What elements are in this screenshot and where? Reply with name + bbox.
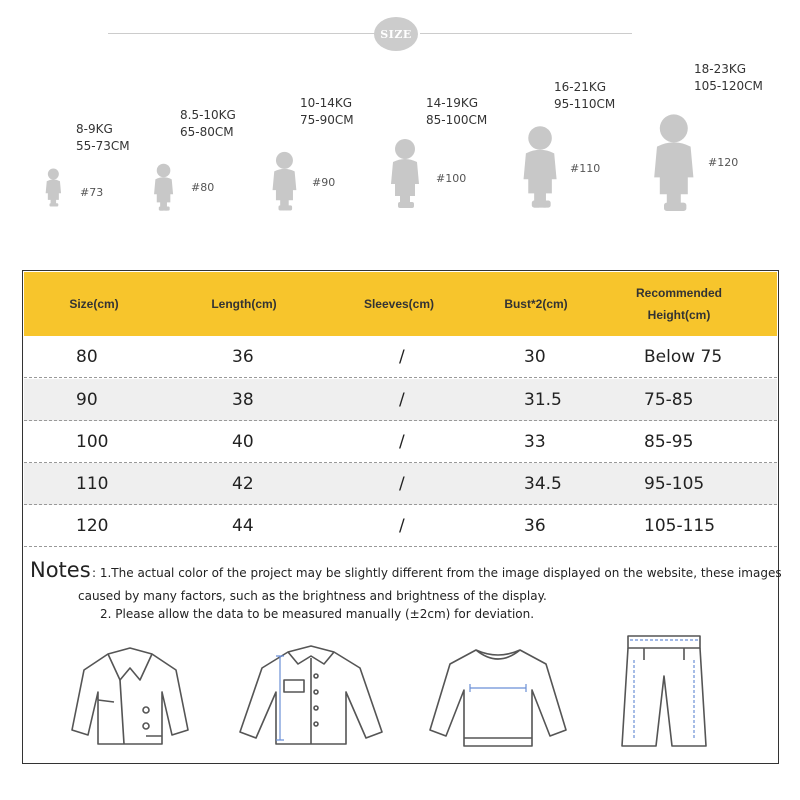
note-line-2: caused by many factors, such as the brightness and brightness of the display.	[78, 589, 547, 603]
kid-weight: 8-9KG	[76, 122, 113, 136]
cell-sleeves: /	[399, 432, 405, 452]
kid-weight: 8.5-10KG	[180, 108, 236, 122]
table-row	[24, 379, 777, 421]
note-line-3: 2. Please allow the data to be measured manually (±2cm) for deviation.	[100, 607, 535, 621]
cell-height: 105-115	[644, 516, 716, 536]
cell-size: 110	[76, 474, 109, 494]
kid-height: 65-80CM	[180, 125, 234, 139]
cell-bust: 31.5	[524, 390, 562, 410]
table-row	[24, 463, 777, 505]
kid-size-tag: #90	[312, 176, 336, 189]
kid-weight: 10-14KG	[300, 96, 353, 110]
pants-icon	[614, 630, 714, 752]
table-row	[24, 505, 777, 547]
cell-bust: 36	[524, 516, 546, 536]
child-silhouette-icon	[152, 163, 176, 212]
kid-height: 75-90CM	[300, 113, 354, 127]
header-height-line2: Height(cm)	[647, 308, 711, 322]
kid-weight: 18-23KG	[694, 62, 747, 76]
cell-size: 80	[76, 347, 98, 367]
cell-sleeves: /	[399, 474, 405, 494]
kid-weight: 14-19KG	[426, 96, 479, 110]
shirt-icon	[236, 640, 386, 750]
kid-size-tag: #73	[80, 186, 104, 199]
cell-length: 42	[232, 474, 254, 494]
cell-height: 85-95	[644, 432, 694, 452]
jacket-icon	[68, 640, 192, 750]
cell-size: 120	[76, 516, 109, 536]
table-header	[24, 272, 777, 336]
note-line-1: : 1.The actual color of the project may be slightly different from the image displayed on the website, these images	[92, 566, 782, 580]
kid-size-tag: #100	[436, 172, 467, 185]
sweater-icon	[428, 642, 568, 752]
header-size: Size(cm)	[69, 297, 119, 311]
kid-height: 55-73CM	[76, 139, 130, 153]
child-silhouette-icon	[44, 168, 64, 208]
header-sleeves: Sleeves(cm)	[363, 297, 435, 311]
cell-sleeves: /	[399, 516, 405, 536]
kid-size-tag: #120	[708, 156, 739, 169]
kid-height: 95-110CM	[554, 97, 616, 111]
cell-bust: 33	[524, 432, 546, 452]
cell-length: 40	[232, 432, 254, 452]
kid-height: 85-100CM	[426, 113, 488, 127]
child-silhouette-icon	[520, 125, 562, 210]
kid-size-tag: #110	[570, 162, 601, 175]
cell-sleeves: /	[399, 347, 405, 367]
kid-height: 105-120CM	[694, 79, 763, 93]
header-rule-right	[420, 33, 632, 34]
notes-title: Notes	[30, 558, 91, 582]
table-row	[24, 336, 777, 378]
cell-length: 38	[232, 390, 254, 410]
child-silhouette-icon	[650, 113, 700, 214]
size-badge: SIZE	[374, 17, 418, 51]
table-row	[24, 421, 777, 463]
cell-sleeves: /	[399, 390, 405, 410]
cell-bust: 34.5	[524, 474, 562, 494]
cell-height: 95-105	[644, 474, 705, 494]
kid-weight: 16-21KG	[554, 80, 607, 94]
cell-height: Below 75	[644, 347, 723, 367]
cell-bust: 30	[524, 347, 546, 367]
kid-size-tag: #80	[191, 181, 215, 194]
cell-length: 44	[232, 516, 254, 536]
cell-length: 36	[232, 347, 254, 367]
child-silhouette-icon	[388, 138, 424, 210]
header-length: Length(cm)	[211, 297, 277, 311]
cell-height: 75-85	[644, 390, 694, 410]
header-bust: Bust*2(cm)	[504, 297, 568, 311]
header-height-line1: Recommended	[635, 286, 723, 300]
header-rule-left	[108, 33, 376, 34]
child-silhouette-icon	[270, 151, 301, 212]
header-height	[614, 272, 744, 336]
cell-size: 90	[76, 390, 98, 410]
cell-size: 100	[76, 432, 109, 452]
